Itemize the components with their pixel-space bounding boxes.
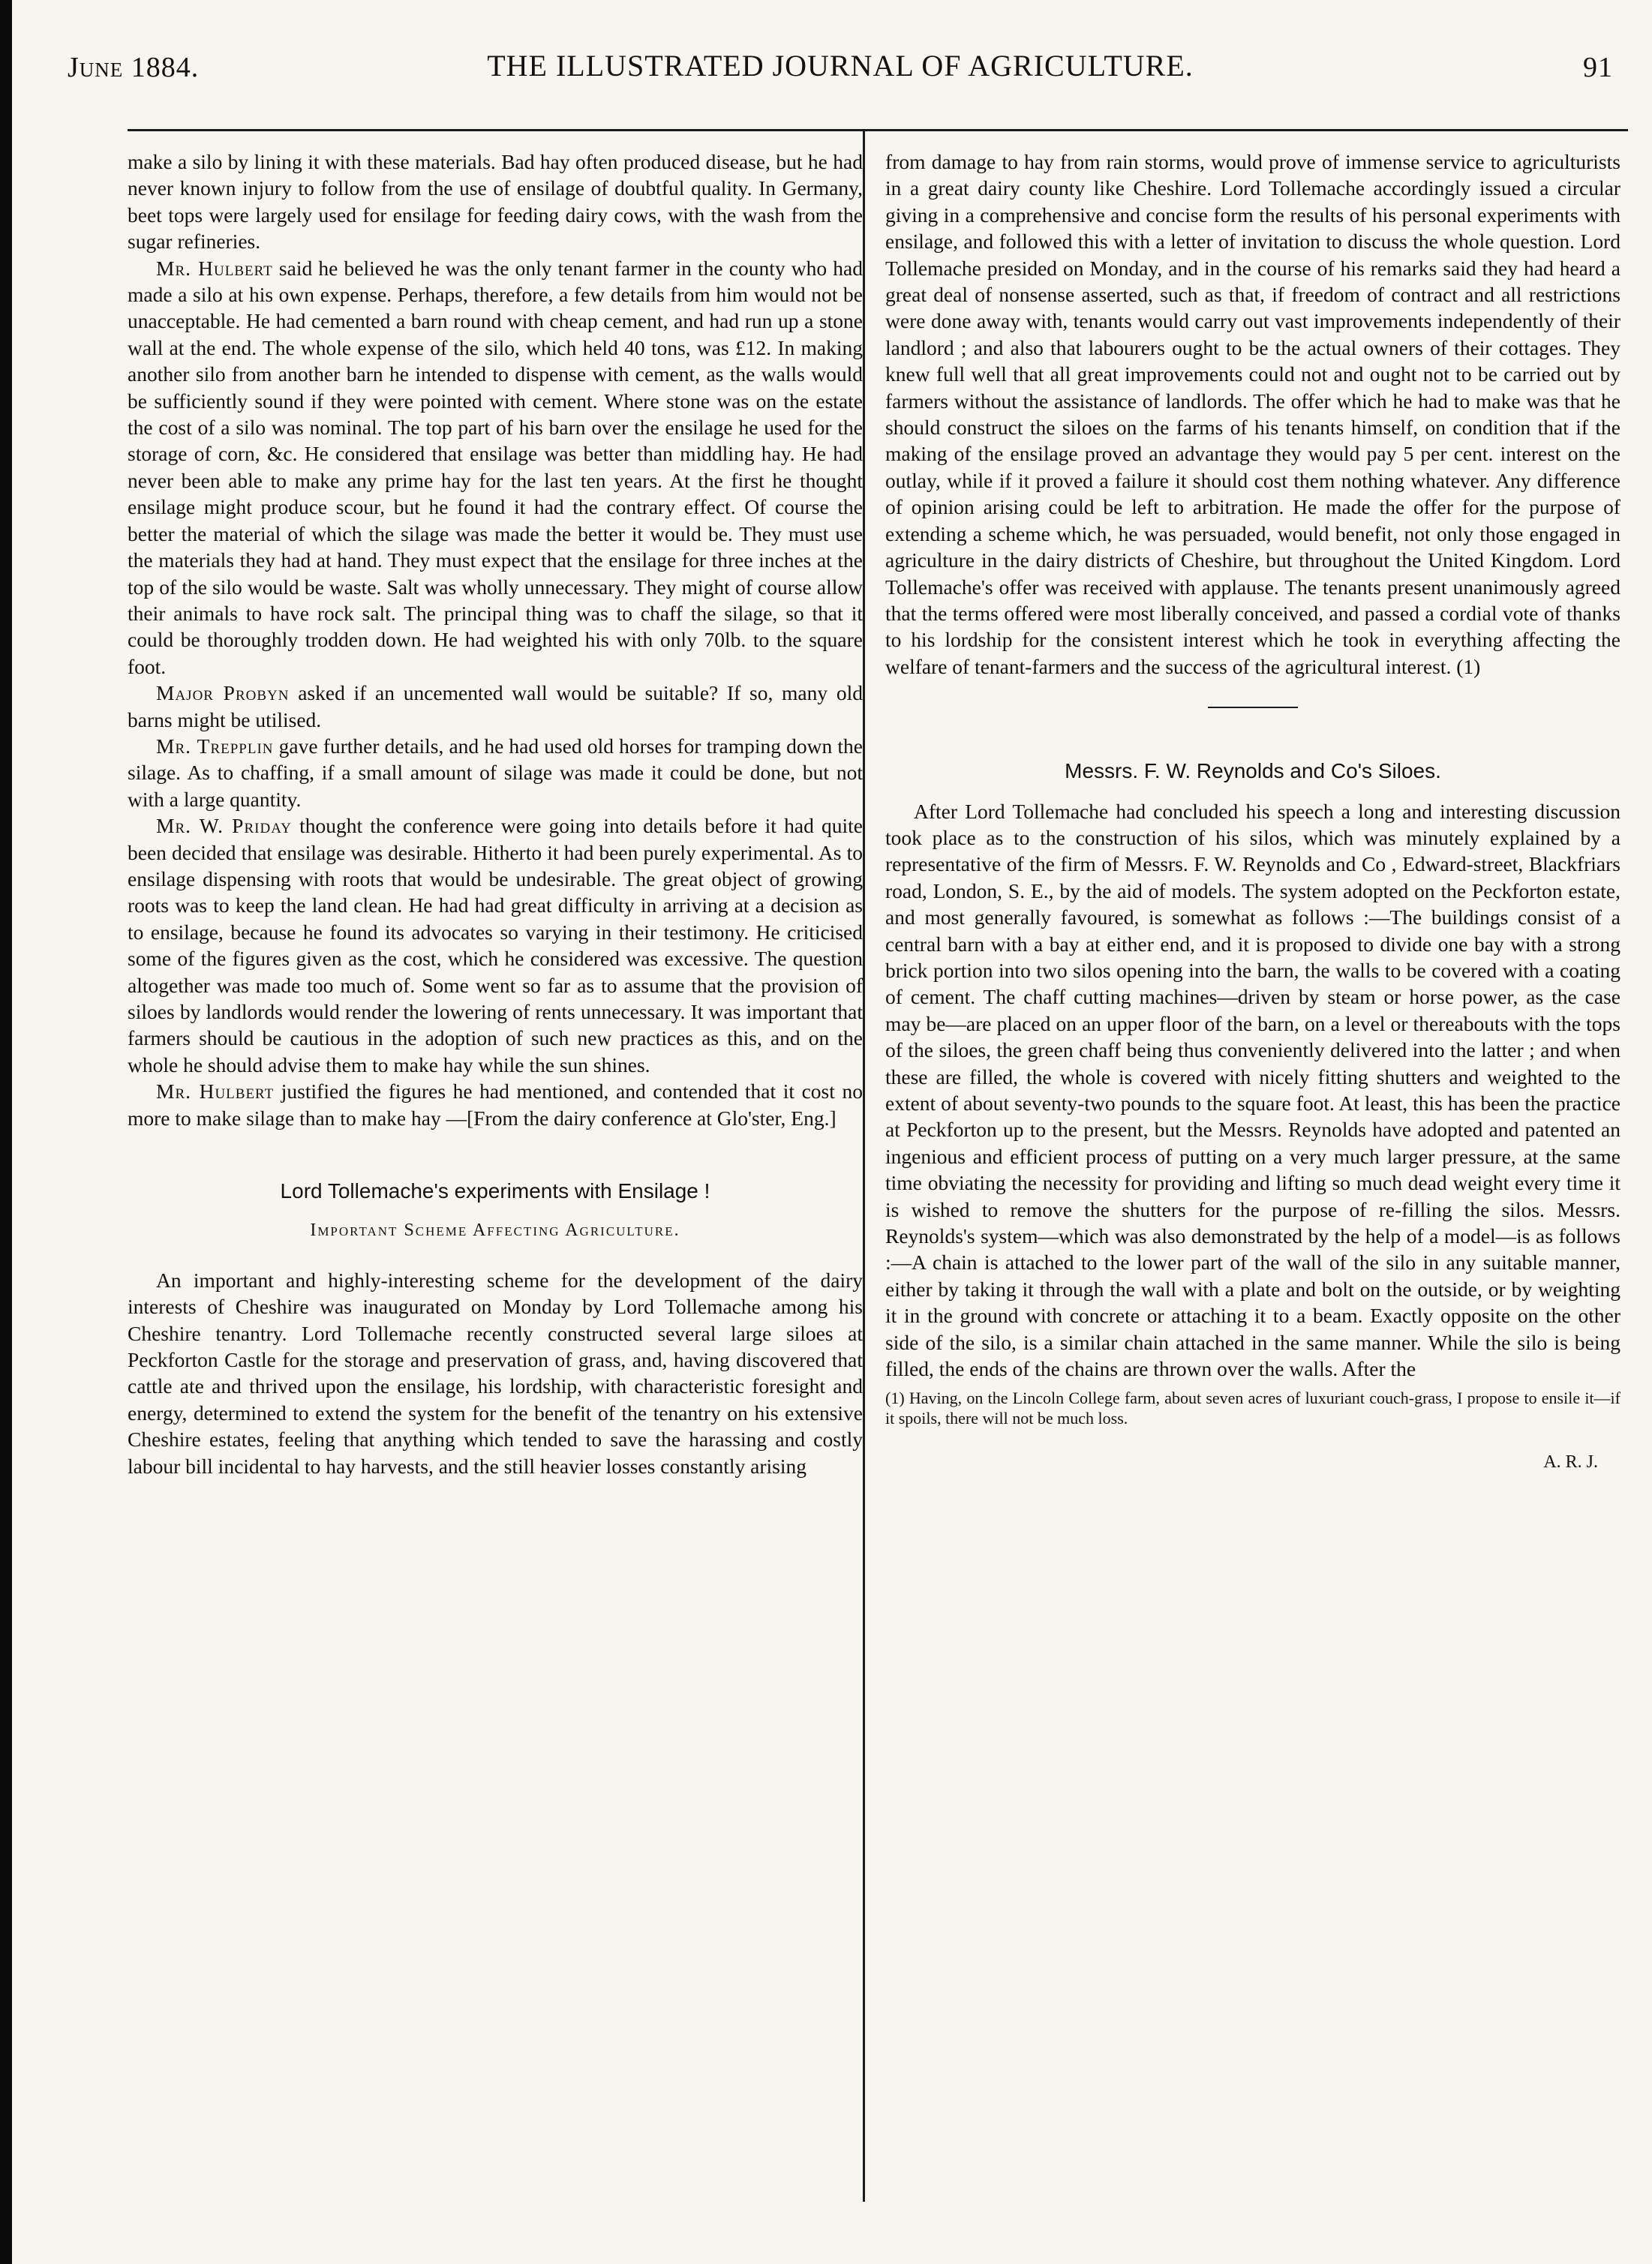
paragraph bbox=[128, 1078, 863, 1131]
article-title: Messrs. F. W. Reynolds and Co's Siloes. bbox=[1065, 759, 1441, 783]
speaker-name: Mr. Hulbert bbox=[156, 1079, 275, 1103]
section-rule bbox=[1208, 707, 1298, 708]
paragraph bbox=[128, 733, 863, 812]
footnote: (1) Having, on the Lincoln College farm, about seven acres of luxuriant couch-grass, I propose to ensile it—if it spoils, there will not be much loss. bbox=[885, 1389, 1620, 1428]
paragraph: After Lord Tollemache had concluded his speech a long and interesting discussion took place as to the construction of his silos, which was minutely explained by a representative of the firm of Messrs. F. W. Reynolds and Co , Edward-street, Blackfriars road, London, S. E., by the aid of models. The system adopted on the Peckforton estate, and most generally favoured, is somewhat as follows :—The buildings consist of a central barn with a bay at either end, and it is proposed to divide one bay with a strong brick portion into two silos opening into the barn, the walls to be covered with a coating of cement. The chaff cutting machines—driven by steam or horse power, as the case may be—are placed on an upper floor of the barn, on a level or thereabouts with the tops of the siloes, the green chaff being thus conveniently delivered into the latter ; and when these are filled, the whole is covered with nicely fitting shutters and weighted to the extent of about seventy-two pounds to the square foot. At least, this has been the practice at Peckforton up to the present, but the Messrs. Reynolds have adopted and patented an ingenious and efficient process of putting on a very much larger pressure, at the same time obviating the necessity for providing and lifting so much dead weight every time it is wished to remove the shutters for the purpose of re-filling the silos. Messrs. Reynolds's system—which was also demonstrated by the help of a model—is as follows :—A chain is attached to the lower part of the wall of the silo in any suitable manner, either by taking it through the wall with a plate and bolt on the outside, or by weighting it in the ground with concrete or attaching it to a beam. Exactly opposite on the other side of the silo, is a similar chain attached in the same manner. While the silo is being filled, the ends of the chains are thrown over the walls. After the bbox=[885, 799, 1620, 1381]
issue-date: June 1884. bbox=[68, 52, 200, 83]
author-initials: A. R. J. bbox=[1543, 1452, 1598, 1473]
article-title: Lord Tollemache's experiments with Ensilage ! bbox=[280, 1179, 710, 1203]
paragraph-text: gave further details, and he had used old horses for tramping down the silage. As to chaffing, if a small amount of silage was made it could be done, but not with a large quantity. bbox=[128, 734, 863, 811]
speaker-name: Mr. Trepplin bbox=[156, 734, 274, 758]
paragraph bbox=[128, 812, 863, 1078]
scan-edge-shadow bbox=[0, 0, 12, 2264]
paragraph bbox=[128, 680, 863, 733]
right-column bbox=[885, 149, 1620, 1476]
journal-title: THE ILLUSTRATED JOURNAL OF AGRICULTURE. bbox=[487, 49, 1194, 83]
paragraph: make a silo by lining it with these materials. Bad hay often produced disease, but he had never known injury to follow from the use of ensilage of doubtful quality. In Germany, beet tops were largely used for ensilage for feeding dairy cows, with the wash from the sugar refineries. bbox=[128, 150, 863, 254]
page-number: 91 bbox=[1583, 52, 1613, 83]
page-header bbox=[68, 44, 1613, 96]
paragraph-text: asked if an uncemented wall would be suitable? If so, many old barns might be utilised. bbox=[128, 681, 863, 731]
paragraph: from damage to hay from rain storms, would prove of immense service to agriculturists in a great dairy county like Cheshire. Lord Tollemache accordingly issued a circular giving in a comprehensive and concise form the results of his personal experiments with ensilage, and followed this with a letter of invitation to discuss the whole question. Lord Tollemache presided on Monday, and in the course of his remarks said they had heard a great deal of nonsense asserted, such as that, if freedom of contract and all restrictions were done away with, tenants would carry out vast improvements independently of their landlord ; and also that labourers ought to be the actual owners of their cottages. They knew full well that all great improvements could not and ought not to be carried out by farmers without the assistance of landlords. The offer which he had to make was that he should construct the siloes on the farms of his tenants himself, on condition that if the making of the ensilage proved an advantage they would pay 5 per cent. interest on the outlay, while if it proved a failure it should cost them nothing whatever. Any difference of opinion arising could be left to arbitration. He made the offer for the purpose of extending a scheme which, he was persuaded, would benefit, not only those engaged in agriculture in the dairy districts of Cheshire, but throughout the United Kingdom. Lord Tollemache's offer was received with applause. The tenants present unanimously agreed that the terms offered were most liberally conceived, and passed a cordial vote of thanks to his lordship for the consistent interest which he took in everything affecting the welfare of tenant-farmers and the success of the agricultural interest. (1) bbox=[885, 150, 1620, 678]
speaker-name: Mr. Hulbert bbox=[156, 256, 273, 280]
speaker-name: Mr. W. Priday bbox=[156, 814, 292, 838]
speaker-name: Major Probyn bbox=[156, 681, 290, 705]
paragraph: An important and highly-interesting scheme for the development of the dairy interests of Cheshire was inaugurated on Monday by Lord Tollemache among his Cheshire tenantry. Lord Tollemache recently constructed several large siloes at Peckforton Castle for the storage and preservation of grass, and, having discovered that cattle ate and thrived upon the ensilage, his lordship, with characteristic foresight and energy, determined to extend the system for the benefit of the tenantry on his extensive Cheshire estates, feeling that anything which tended to save the harassing and costly labour bill incidental to hay harvests, and the still heavier losses constantly arising bbox=[128, 1268, 863, 1478]
column-divider bbox=[863, 131, 865, 2202]
paragraph-text: thought the conference were going into details before it had quite been decided that ensilage was desirable. Hitherto it had been purely experimental. As to ensilage dispensing with roots that would be undesirable. The great object of growing roots was to keep the land clean. He had had great difficulty in arriving at a decision as to ensilage, because he found its advocates so varying in their testimony. He criticised some of the figures given as the cost, which he considered was excessive. The question altogether was made too much of. Some went so far as to assume that the provision of siloes by landlords would render the lowering of rents unnecessary. It was important that farmers should be cautious in the adoption of such new practices as this, and on the whole he should advise them to make hay while the sun shines. bbox=[128, 814, 863, 1076]
header-rule bbox=[128, 129, 1628, 131]
left-column bbox=[128, 149, 863, 1479]
paragraph bbox=[128, 255, 863, 680]
paragraph-text: justified the figures he had mentioned, and contended that it cost no more to make silage than to make hay —[From the dairy conference at Glo'ster, Eng.] bbox=[128, 1079, 863, 1130]
article-subtitle: Important Scheme Affecting Agriculture. bbox=[310, 1221, 680, 1241]
paragraph-text: said he believed he was the only tenant farmer in the county who had made a silo at his own expense. Perhaps, therefore, a few details from him would not be unacceptable. He had cemented a barn round with cheap cement, and had run up a stone wall at the end. The whole expense of the silo, which held 40 tons, was £12. In making another silo from another barn he intended to dispense with cement, as the walls would be sufficiently sound if they were pointed with cement. Where stone was on the estate the cost of a silo was nominal. The top part of his barn over the ensilage he used for the storage of corn, &c. He considered that ensilage was better than middling hay. He had never been able to make any prime hay for the last ten years. At the first he thought ensilage might produce scour, but he found it had the contrary effect. Of course the better the material of which the silage was made the better it would be. They must use the materials they had at hand. They must expect that the ensilage for three inches at the top of the silo would be waste. Salt was wholly unnecessary. They might of course allow their animals to have rock salt. The principal thing was to chaff the silage, so that it could be thoroughly trodden down. He had weighted his with only 70lb. to the square foot. bbox=[128, 256, 863, 678]
